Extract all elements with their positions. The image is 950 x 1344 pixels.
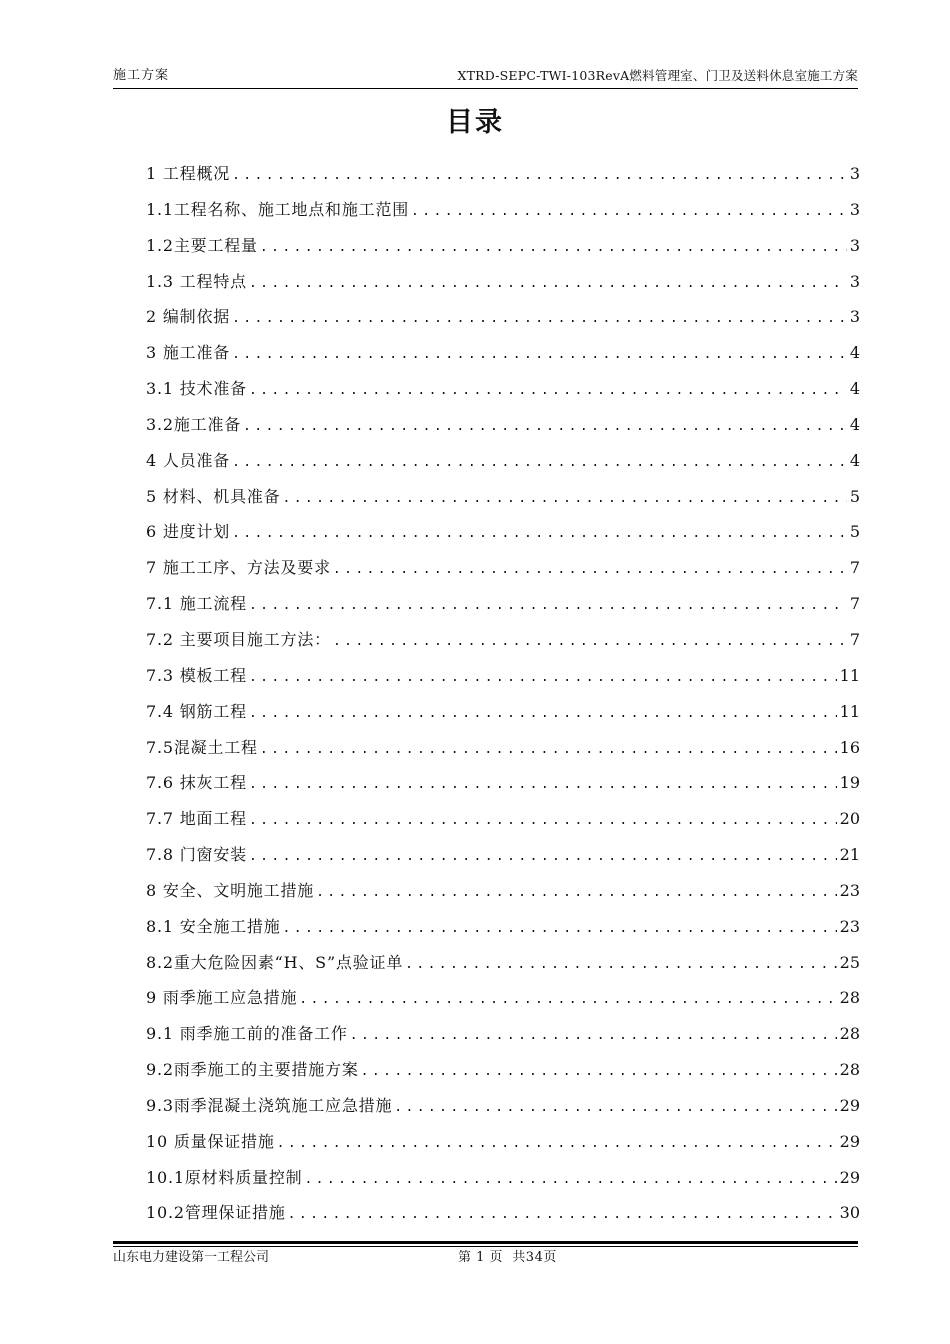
toc-dot-leader [348, 1018, 837, 1052]
toc-entry[interactable] [146, 1088, 860, 1124]
toc-entry[interactable] [146, 156, 860, 192]
toc-entry-page-number: 4 [849, 414, 860, 434]
toc-dot-leader [230, 337, 847, 371]
toc-dot-leader [247, 803, 837, 837]
toc-entry-page-number: 16 [839, 737, 860, 757]
toc-entry[interactable] [146, 407, 860, 443]
toc-entry[interactable] [146, 550, 860, 586]
toc-dot-leader [280, 481, 846, 515]
toc-entry-page-number: 29 [839, 1095, 860, 1115]
toc-entry-page-number: 28 [839, 1024, 860, 1044]
toc-dot-leader [247, 588, 847, 622]
toc-entry-label: 3.2施工准备 [146, 414, 242, 434]
toc-entry-page-number: 19 [839, 773, 860, 793]
toc-entry-label: 2 编制依据 [146, 307, 231, 327]
toc-entry[interactable] [146, 945, 860, 981]
toc-entry-page-number: 11 [839, 665, 860, 685]
table-of-contents [146, 156, 860, 1231]
toc-dot-leader [275, 1126, 837, 1160]
toc-entry[interactable] [146, 1160, 860, 1196]
toc-entry-page-number: 7 [849, 629, 860, 649]
toc-entry-label: 7.6 抹灰工程 [146, 773, 247, 793]
toc-title: 目录 [446, 107, 504, 138]
toc-entry[interactable] [146, 371, 860, 407]
toc-entry-page-number: 5 [849, 486, 860, 506]
toc-dot-leader [247, 839, 837, 873]
toc-entry[interactable] [146, 586, 860, 622]
toc-entry[interactable] [146, 514, 860, 550]
toc-entry[interactable] [146, 980, 860, 1016]
toc-entry[interactable] [146, 192, 860, 228]
toc-entry-page-number: 7 [849, 558, 860, 578]
toc-entry-label: 6 进度计划 [146, 522, 231, 542]
toc-entry-label: 1.2主要工程量 [146, 235, 258, 255]
toc-dot-leader [247, 266, 847, 300]
toc-entry[interactable] [146, 264, 860, 300]
toc-dot-leader [247, 660, 837, 694]
toc-dot-leader [331, 624, 847, 658]
footer-divider-thin [113, 1246, 858, 1247]
toc-entry[interactable] [146, 1052, 860, 1088]
toc-dot-leader [247, 373, 847, 407]
toc-dot-leader [392, 1090, 836, 1124]
toc-dot-leader [302, 1162, 836, 1196]
toc-dot-leader [286, 1197, 837, 1231]
toc-entry-page-number: 23 [839, 916, 860, 936]
footer-divider [113, 1241, 858, 1244]
toc-dot-leader [297, 982, 836, 1016]
toc-entry-page-number: 3 [849, 164, 860, 183]
toc-entry[interactable] [146, 765, 860, 801]
toc-entry-label: 7.5混凝土工程 [146, 737, 258, 757]
toc-entry-page-number: 3 [849, 235, 860, 255]
toc-dot-leader [258, 230, 847, 264]
toc-entry[interactable] [146, 873, 860, 909]
toc-entry[interactable] [146, 228, 860, 264]
toc-dot-leader [230, 301, 847, 335]
toc-dot-leader [230, 516, 847, 550]
toc-entry-page-number: 20 [839, 809, 860, 829]
toc-entry-page-number: 11 [839, 701, 860, 721]
toc-entry-page-number: 28 [839, 988, 860, 1008]
toc-entry-label: 9.1 雨季施工前的准备工作 [146, 1024, 348, 1044]
toc-entry[interactable] [146, 909, 860, 945]
toc-dot-leader [230, 158, 847, 192]
toc-entry-page-number: 21 [839, 845, 860, 865]
toc-entry-label: 1.1工程名称、施工地点和施工范围 [146, 199, 410, 219]
toc-entry-label: 8 安全、文明施工措施 [146, 880, 315, 900]
toc-dot-leader [281, 911, 837, 945]
toc-dot-leader [258, 732, 837, 766]
toc-entry-label: 4 人员准备 [146, 450, 231, 470]
toc-entry-label: 7 施工工序、方法及要求 [146, 558, 331, 578]
toc-dot-leader [403, 947, 837, 981]
toc-entry-label: 10.2管理保证措施 [146, 1203, 286, 1223]
toc-entry-label: 3 施工准备 [146, 343, 231, 363]
toc-entry[interactable] [146, 479, 860, 515]
toc-entry[interactable] [146, 694, 860, 730]
toc-entry-page-number: 29 [839, 1167, 860, 1187]
toc-entry-page-number: 4 [849, 343, 860, 363]
toc-entry-page-number: 3 [849, 199, 860, 219]
footer-page-number: 第 1 页 共34页 [458, 1250, 557, 1265]
toc-entry-label: 1 工程概况 [146, 164, 231, 183]
toc-entry[interactable] [146, 622, 860, 658]
toc-dot-leader [331, 552, 847, 586]
toc-entry-page-number: 23 [839, 880, 860, 900]
toc-dot-leader [247, 767, 837, 801]
toc-entry-label: 9.2雨季施工的主要措施方案 [146, 1060, 359, 1080]
toc-entry[interactable] [146, 299, 860, 335]
toc-entry[interactable] [146, 837, 860, 873]
toc-entry-page-number: 4 [849, 379, 860, 399]
toc-entry[interactable] [146, 335, 860, 371]
footer-company: 山东电力建设第一工程公司 [113, 1250, 270, 1265]
header-doc-title: XTRD-SEPC-TWI-103RevA燃料管理室、门卫及送料休息室施工方案 [457, 68, 858, 83]
toc-entry-page-number: 28 [839, 1060, 860, 1080]
toc-entry-page-number: 7 [849, 594, 860, 614]
toc-entry-label: 7.8 门窗安装 [146, 845, 247, 865]
toc-entry-page-number: 3 [849, 271, 860, 291]
toc-entry-label: 8.2重大危险因素“H、S”点验证单 [146, 952, 404, 972]
toc-entry-page-number: 4 [849, 450, 860, 470]
toc-entry-label: 8.1 安全施工措施 [146, 916, 281, 936]
toc-entry[interactable] [146, 1195, 860, 1231]
toc-entry-page-number: 25 [839, 952, 860, 972]
toc-entry-page-number: 5 [849, 522, 860, 542]
toc-dot-leader [247, 696, 837, 730]
toc-entry-page-number: 3 [849, 307, 860, 327]
toc-entry-label: 7.7 地面工程 [146, 809, 247, 829]
toc-dot-leader [241, 409, 847, 443]
toc-entry[interactable] [146, 1124, 860, 1160]
toc-entry[interactable] [146, 801, 860, 837]
header-doc-type: 施工方案 [113, 68, 170, 83]
toc-dot-leader [230, 445, 847, 479]
page-header [113, 66, 858, 89]
page-footer [113, 1249, 858, 1269]
toc-entry-label: 9.3雨季混凝土浇筑施工应急措施 [146, 1095, 393, 1115]
toc-entry-label: 7.2 主要项目施工方法： [146, 629, 331, 649]
toc-entry-label: 10.1原材料质量控制 [146, 1167, 303, 1187]
toc-entry[interactable] [146, 658, 860, 694]
toc-dot-leader [314, 875, 837, 909]
toc-entry[interactable] [146, 443, 860, 479]
toc-entry-page-number: 29 [839, 1131, 860, 1151]
toc-entry-label: 1.3 工程特点 [146, 271, 247, 291]
toc-entry[interactable] [146, 730, 860, 766]
toc-entry-label: 7.3 模板工程 [146, 665, 247, 685]
toc-entry-label: 9 雨季施工应急措施 [146, 988, 298, 1008]
toc-entry-label: 3.1 技术准备 [146, 379, 247, 399]
toc-entry-label: 7.4 钢筋工程 [146, 701, 247, 721]
toc-entry-label: 5 材料、机具准备 [146, 486, 281, 506]
toc-entry-label: 10 质量保证措施 [146, 1131, 275, 1151]
toc-dot-leader [409, 194, 847, 228]
toc-entry[interactable] [146, 1016, 860, 1052]
toc-entry-label: 7.1 施工流程 [146, 594, 247, 614]
toc-entry-page-number: 30 [839, 1203, 860, 1223]
toc-dot-leader [359, 1054, 837, 1088]
